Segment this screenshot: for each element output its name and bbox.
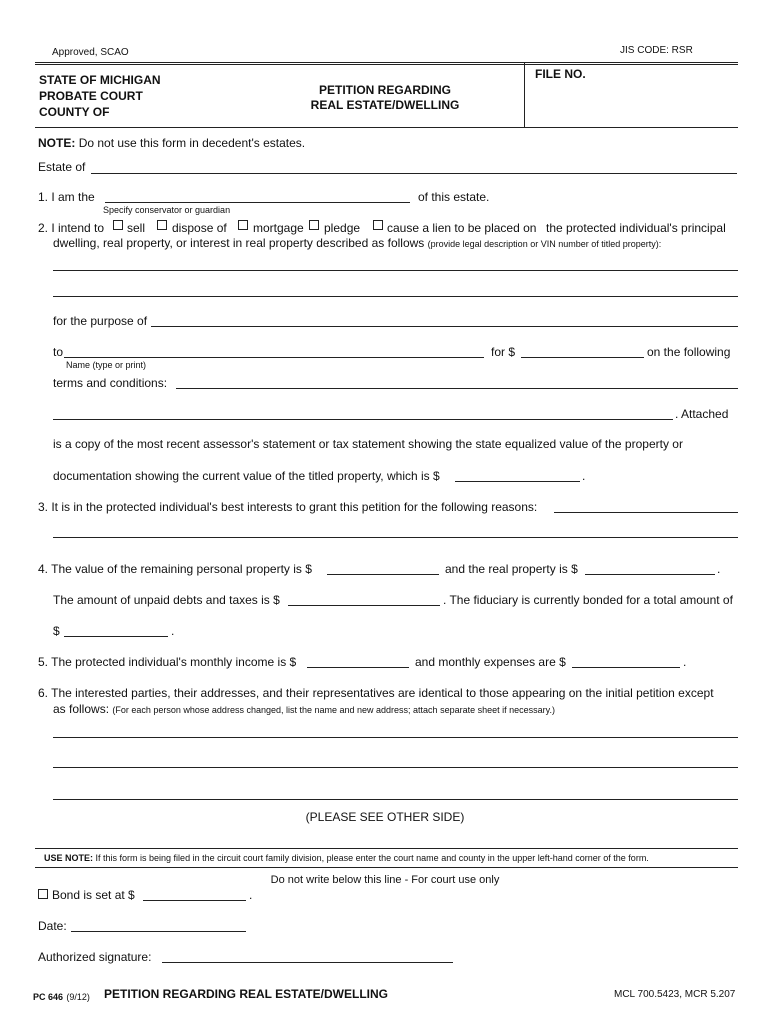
mortgage-label: mortgage [253,221,304,235]
lien-label: cause a lien to be placed on [387,221,537,235]
item1-suffix: of this estate. [418,190,490,204]
terms-label: terms and conditions: [53,376,168,390]
item2-prefix: 2. I intend to [38,221,105,235]
reasons-field-1[interactable] [554,512,738,513]
on-following-label: on the following [647,345,731,359]
item6-line2 [53,702,555,716]
parties-field-1[interactable] [53,737,738,738]
note-label: NOTE: [38,136,76,150]
item6-line1: 6. The interested parties, their addresses, and their representatives are identical to those appearing on the initial petition except [38,686,714,700]
documentation-period: . [582,469,586,483]
terms-field-1[interactable] [176,388,738,389]
parties-field-2[interactable] [53,767,738,768]
role-caption: Specify conservator or guardian [103,205,231,215]
real-property-field[interactable] [585,574,715,575]
jis-code: JIS CODE: RSR [620,45,693,56]
lien-checkbox[interactable] [373,220,383,230]
sell-label: sell [127,221,146,235]
attached-label: . Attached [675,407,729,421]
terms-field-2[interactable] [53,419,673,420]
dispose-label: dispose of [172,221,227,235]
signature-field[interactable] [162,962,453,963]
form-title-line2: REAL ESTATE/DWELLING [310,98,460,112]
item6-line2-text: as follows: [53,702,110,716]
item4-line3-end: . [171,624,175,638]
debts-field[interactable] [288,605,440,606]
item4-bonded-label: . The fiduciary is currently bonded for a total amount of [443,593,733,607]
item5-income-label: 5. The protected individual's monthly income is $ [38,655,297,669]
form-revision: (9/12) [66,992,90,1002]
sell-checkbox[interactable] [113,220,123,230]
documentation-text: documentation showing the current value of the titled property, which is $ [53,469,440,483]
name-caption: Name (type or print) [66,360,147,370]
use-note-bottom-rule [35,867,738,868]
monthly-expenses-field[interactable] [572,667,680,668]
header-bottom-rule [35,127,738,128]
personal-property-field[interactable] [327,574,439,575]
item3-text: 3. It is in the protected individual's best interests to grant this petition for the following reasons: [38,500,538,514]
file-no-divider [524,63,525,127]
monthly-income-field[interactable] [307,667,409,668]
reasons-field-2[interactable] [53,537,738,538]
header-top-rule [35,62,738,63]
footer-form-id [33,989,90,1003]
titled-value-field[interactable] [455,481,580,482]
bond-end: . [249,888,253,902]
date-field[interactable] [71,931,246,932]
item4-real-label: and the real property is $ [445,562,578,576]
bond-set-field[interactable] [143,900,246,901]
use-note-text: If this form is being filed in the circuit court family division, please enter the court name and county in the upper left-hand corner of the form. [95,853,649,863]
item2-line2 [53,236,661,250]
use-note-label: USE NOTE: [44,853,94,863]
item6-line2-small: (For each person whose address changed, list the name and new address; attach separate sheet if necessary.) [112,705,555,715]
item5-expenses-label: and monthly expenses are $ [415,655,566,669]
role-field[interactable] [105,202,410,203]
signature-label: Authorized signature: [38,950,152,964]
item2-line2-text: dwelling, real property, or interest in real property described as follows [53,236,425,250]
dispose-checkbox[interactable] [157,220,167,230]
pledge-label: pledge [324,221,361,235]
item2-line2-small: (provide legal description or VIN number of titled property): [427,239,662,249]
bond-amount-field[interactable] [64,636,168,637]
bond-label: Bond is set at $ [52,888,135,902]
purpose-field[interactable] [151,326,738,327]
copy-text: is a copy of the most recent assessor's statement or tax statement showing the state equalized value of the property or [53,437,683,451]
date-label: Date: [38,919,67,933]
footer-title: PETITION REGARDING REAL ESTATE/DWELLING [104,987,389,1001]
see-other-side: (PLEASE SEE OTHER SIDE) [305,810,465,824]
item4-line1-end: . [717,562,721,576]
bond-checkbox[interactable] [38,889,48,899]
item1-prefix: 1. I am the [38,190,95,204]
item4-debts-label: The amount of unpaid debts and taxes is $ [53,593,280,607]
court-name: PROBATE COURT [39,89,143,103]
description-field-1[interactable] [53,270,738,271]
for-dollar-label: for $ [491,345,516,359]
approved-text: Approved, SCAO [52,47,129,58]
court-state: STATE OF MICHIGAN [39,73,161,87]
recipient-name-field[interactable] [64,357,484,358]
court-county: COUNTY OF [39,105,110,119]
mortgage-checkbox[interactable] [238,220,248,230]
item2-line1-tail: the protected individual's principal [546,221,726,235]
file-no-label: FILE NO. [535,67,586,81]
item4-personal-label: 4. The value of the remaining personal property is $ [38,562,312,576]
to-label: to [53,345,64,359]
estate-of-field[interactable] [91,173,737,174]
use-note-top-rule [35,848,738,849]
description-field-2[interactable] [53,296,738,297]
parties-field-3[interactable] [53,799,738,800]
note-line [38,136,305,150]
item4-dollar: $ [53,624,60,638]
court-use-header: Do not write below this line - For court use only [270,874,500,886]
purpose-label: for the purpose of [53,314,148,328]
amount-field[interactable] [521,357,644,358]
footer-citation: MCL 700.5423, MCR 5.207 [614,989,736,1000]
estate-of-label: Estate of [38,160,86,174]
item5-end: . [683,655,687,669]
form-title-line1: PETITION REGARDING [318,83,451,97]
header-top-rule-2 [35,64,738,65]
pledge-checkbox[interactable] [309,220,319,230]
use-note [44,853,649,863]
form-id: PC 646 [33,992,64,1002]
note-text: Do not use this form in decedent's estates. [78,136,306,150]
